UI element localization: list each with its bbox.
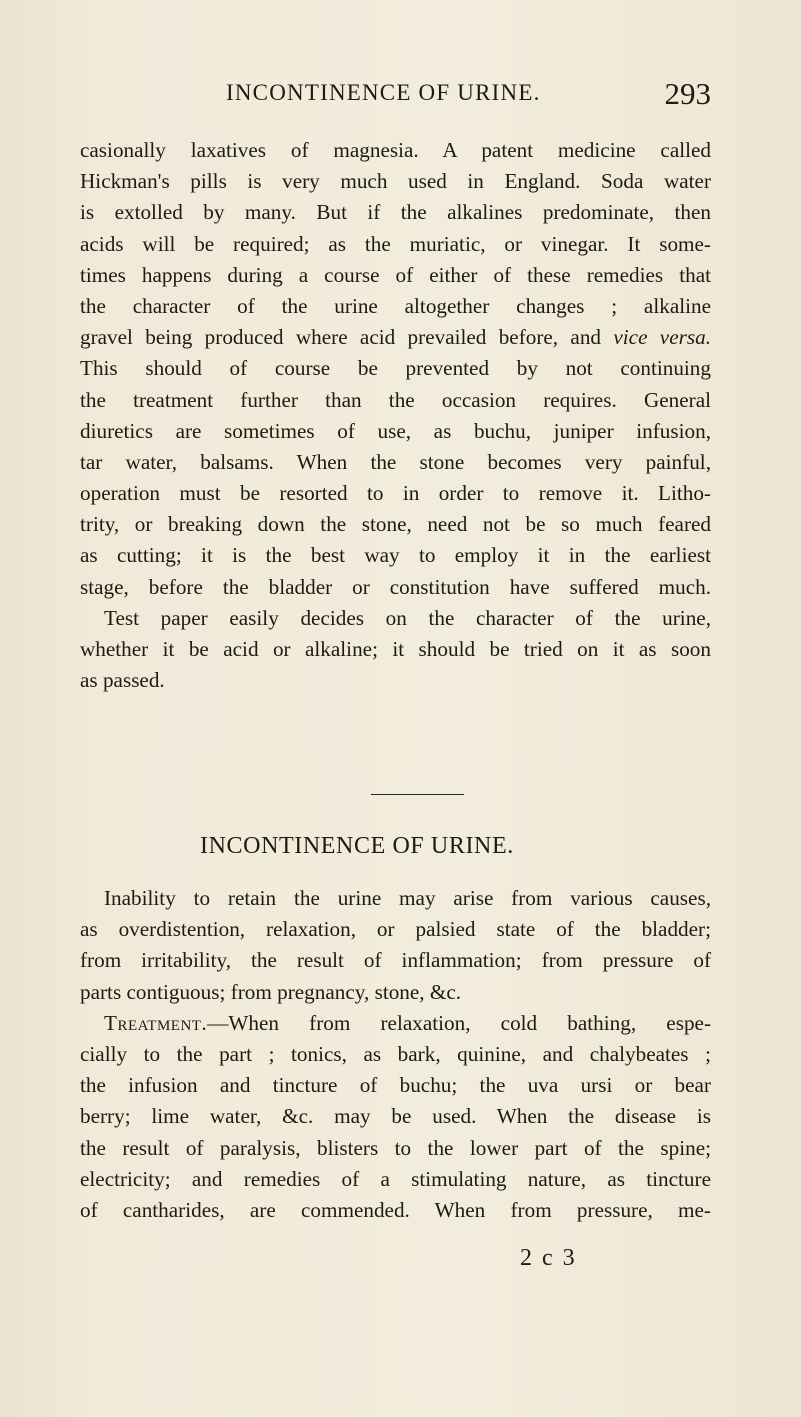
text-line: Test paper easily decides on the character of the urine, xyxy=(104,605,711,630)
page-number: 293 xyxy=(664,76,711,111)
paragraph-lithotrity xyxy=(80,135,711,696)
text-line: the result of paralysis, blisters to the lower part of the spine; xyxy=(80,1135,711,1160)
text-line: the infusion and tincture of buchu; the uva ursi or bear xyxy=(80,1073,711,1098)
text-line: Hickman's pills is very much used in England. Soda water xyxy=(80,169,711,194)
signature-mark: 2 c 3 xyxy=(520,1245,577,1271)
text-line: casionally laxatives of magnesia. A patent medicine called xyxy=(80,138,711,162)
text-line xyxy=(80,1008,711,1039)
text-line: from irritability, the result of inflammation; from pressure of xyxy=(80,948,711,973)
text-line xyxy=(80,322,711,353)
text-line: acids will be required; as the muriatic, or vinegar. It some- xyxy=(80,231,711,256)
text-line: times happens during a course of either of these remedies that xyxy=(80,262,711,287)
text-line: as cutting; it is the best way to employ it in the earliest xyxy=(80,543,711,568)
text-line: trity, or breaking down the stone, need not be so much feared xyxy=(80,512,711,537)
text-segment: —When from relaxation, cold bathing, espe- xyxy=(207,1010,711,1035)
text-line: whether it be acid or alkaline; it should be tried on it as soon xyxy=(80,637,711,661)
text-line: is extolled by many. But if the alkalines predominate, then xyxy=(80,200,711,225)
text-line: This should of course be prevented by not continuing xyxy=(80,356,711,381)
text-line: Inability to retain the urine may arise from various causes, xyxy=(104,886,711,910)
running-title: INCONTINENCE OF URINE. xyxy=(226,80,541,105)
text-segment: gravel being produced where acid prevailed before, and xyxy=(80,325,602,350)
section-heading: INCONTINENCE OF URINE. xyxy=(200,833,514,859)
section-divider xyxy=(371,794,464,795)
running-head xyxy=(226,76,711,120)
text-line: berry; lime water, &c. may be used. When the disease is xyxy=(80,1104,711,1129)
paragraph-incontinence xyxy=(80,883,711,1226)
text-line: the character of the urine altogether changes ; alkaline xyxy=(80,293,711,318)
text-line: stage, before the bladder or constitution have suffered much. xyxy=(80,574,711,599)
text-line: as overdistention, relaxation, or palsied state of the bladder; xyxy=(80,917,711,942)
text-line: as passed. xyxy=(80,668,165,693)
treatment-label: Treatment. xyxy=(104,1010,208,1035)
text-line: electricity; and remedies of a stimulating nature, as tincture xyxy=(80,1166,711,1191)
italic-term: vice versa. xyxy=(613,325,711,350)
text-line: of cantharides, are commended. When from pressure, me- xyxy=(80,1197,711,1222)
text-line: tar water, balsams. When the stone becomes very painful, xyxy=(80,449,711,474)
text-line: operation must be resorted to in order to remove it. Litho- xyxy=(80,481,711,506)
text-line: the treatment further than the occasion requires. General xyxy=(80,387,711,412)
text-line: cially to the part ; tonics, as bark, quinine, and chalybeates ; xyxy=(80,1041,711,1066)
text-line: diuretics are sometimes of use, as buchu, juniper infusion, xyxy=(80,418,711,443)
text-line: parts contiguous; from pregnancy, stone, &c. xyxy=(80,979,462,1004)
